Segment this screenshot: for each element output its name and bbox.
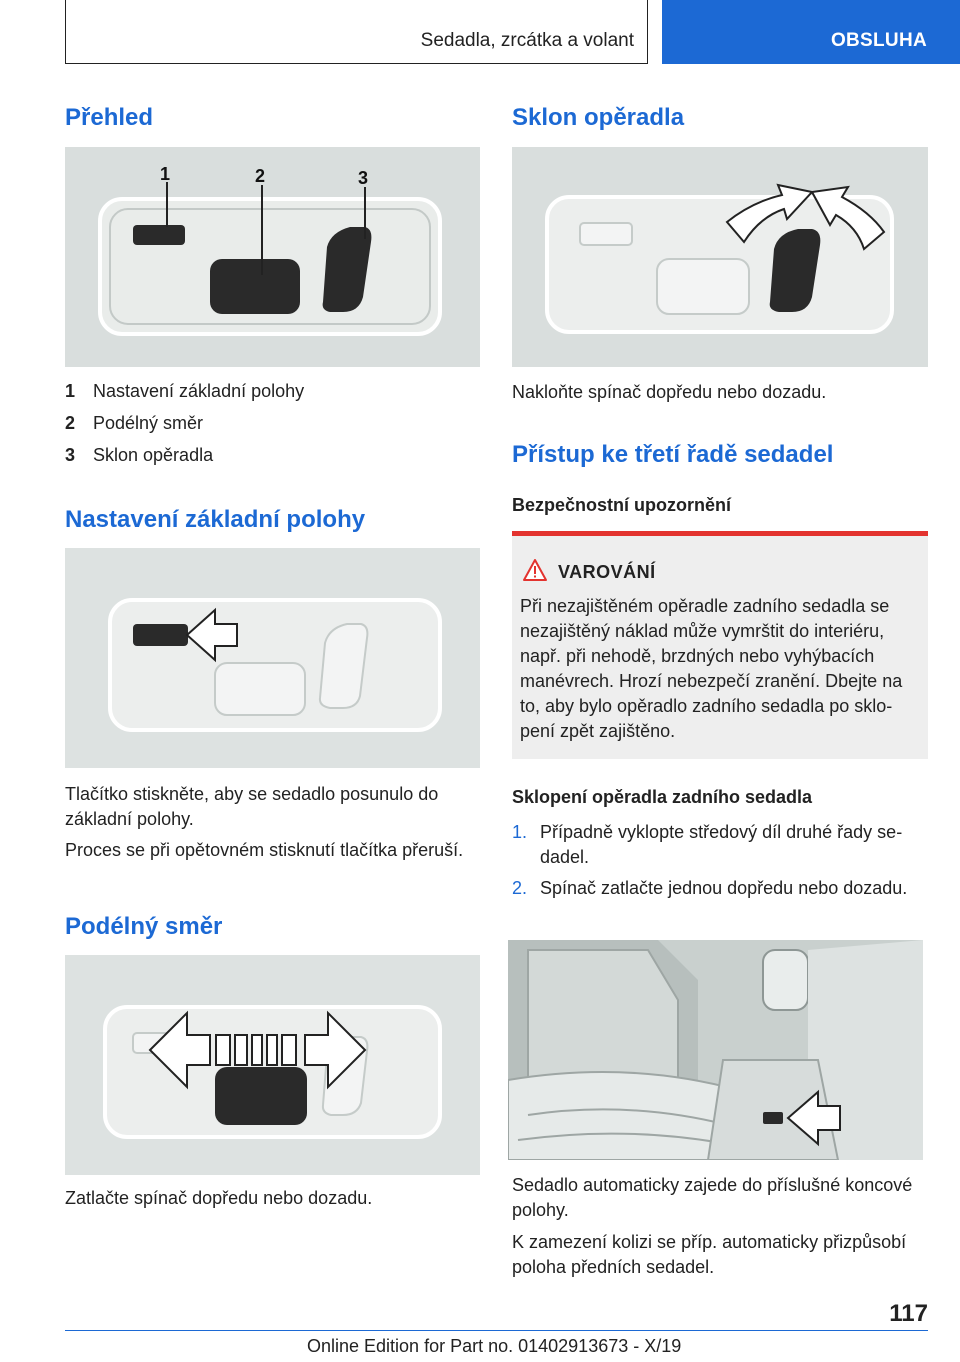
legend-item [65, 381, 304, 413]
legend-label: Podélný směr [93, 413, 204, 433]
backrest-tilt-text: Nakloňte spínač dopředu nebo dozadu. [512, 382, 827, 402]
header-section-label: OBSLUHA [830, 30, 927, 51]
header-section-tab [662, 0, 960, 64]
step-number: 2. [512, 878, 528, 898]
callout-1: 1 [160, 164, 171, 184]
overview-legend [65, 381, 304, 477]
legend-item [65, 445, 304, 477]
step-text: Případně vyklopte středový díl druhé řady sedadel. [540, 822, 903, 867]
third-row-access-heading: Přístup ke třetí řadě sedadel [512, 441, 834, 468]
legend-number: 2 [65, 413, 76, 433]
legend-number: 1 [65, 381, 76, 401]
basic-position-text-2: Proces se při opětovném stisknutí tlačítka přeruší. [65, 840, 464, 860]
header-chapter-title: Sedadla, zrcátka a volant [420, 30, 634, 51]
callout-2: 2 [255, 166, 266, 186]
longitudinal-figure [65, 955, 480, 1175]
footer-divider [65, 1330, 928, 1331]
safety-notes-heading: Bezpečnostní upozornění [512, 495, 732, 515]
warning-title: VAROVÁNÍ [558, 562, 656, 582]
warning-body: Při nezajištěném opěradle zadního sedadla se nezajištěný náklad může vymrštit do interiéru, např. při nehodě, brzdných nebo vyhýbacích manévrech. Hrozí nebezpečí zranění. Dbejte na to, aby bylo opěradlo zadního sedadla po sklopení zpět zajištěno. [520, 596, 903, 741]
warning-triangle-icon [522, 558, 548, 582]
rear-seat-interior-illustration [508, 940, 923, 1160]
backrest-switch-illustration [512, 147, 928, 367]
longitudinal-heading: Podélný směr [65, 913, 223, 940]
page-number: 117 [889, 1300, 928, 1327]
seat-controls-illustration [65, 147, 480, 367]
basic-position-heading: Nastavení základní polohy [65, 506, 366, 533]
fold-steps-list [512, 820, 924, 907]
list-item [512, 820, 924, 870]
longitudinal-switch-illustration [65, 955, 480, 1175]
list-item [512, 876, 924, 901]
overview-heading: Přehled [65, 104, 154, 131]
callout-3: 3 [358, 168, 369, 188]
after-text-2: K zamezení kolizi se příp. automaticky přizpůsobí poloha předních sedadel. [512, 1232, 907, 1277]
after-text-1: Sedadlo automaticky zajede do příslušné koncové polohy. [512, 1175, 913, 1220]
legend-number: 3 [65, 445, 76, 465]
legend-label: Nastavení základní polohy [93, 381, 305, 401]
fold-backrest-heading: Sklopení opěradla zadního sedadla [512, 787, 813, 807]
basic-position-figure [65, 548, 480, 768]
warning-box [512, 531, 928, 759]
basic-position-text-1: Tlačítko stiskněte, aby se sedadlo posunulo do základní polohy. [65, 784, 439, 829]
edition-text: Online Edition for Part no. 01402913673 - X/19 [307, 1336, 682, 1356]
basic-position-button-illustration [65, 548, 480, 768]
longitudinal-text: Zatlačte spínač dopředu nebo dozadu. [65, 1188, 373, 1208]
interior-figure [508, 940, 923, 1160]
backrest-tilt-figure [512, 147, 928, 367]
overview-figure [65, 147, 480, 367]
legend-item [65, 413, 304, 445]
legend-label: Sklon opěradla [93, 445, 214, 465]
backrest-tilt-heading: Sklon opěradla [512, 104, 685, 131]
step-number: 1. [512, 822, 528, 842]
step-text: Spínač zatlačte jednou dopředu nebo dozadu. [540, 878, 908, 898]
